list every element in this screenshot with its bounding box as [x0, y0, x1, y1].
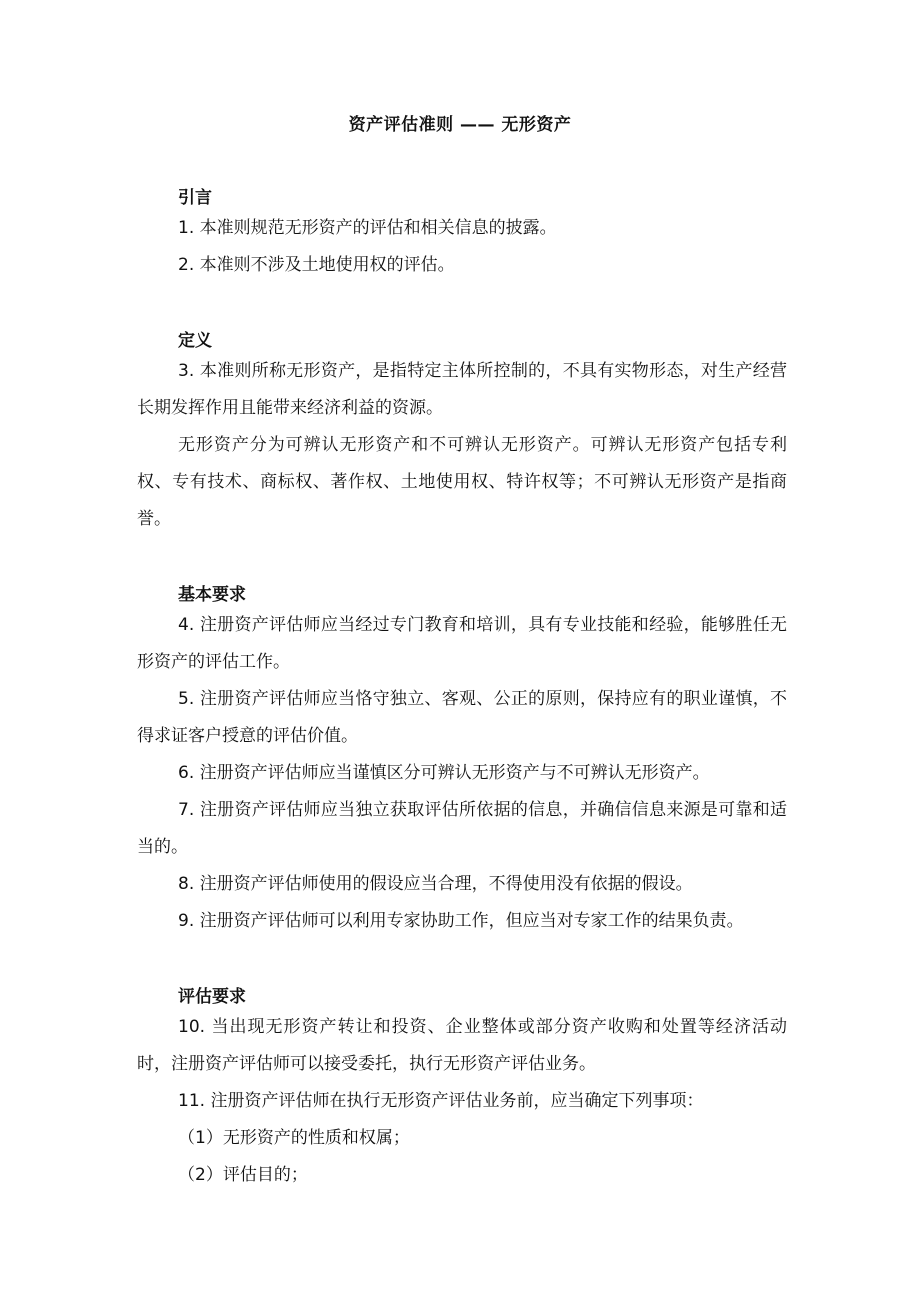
paragraph-5: 5. 注册资产评估师应当恪守独立、客观、公正的原则，保持应有的职业谨慎，不得求证客户授意的评估价值。: [137, 689, 787, 746]
paragraph-6: 6. 注册资产评估师应当谨慎区分可辨认无形资产与不可辨认无形资产。: [178, 763, 710, 783]
section-heading-intro: 引言: [178, 188, 212, 208]
section-heading-evaluation-requirements: 评估要求: [178, 987, 246, 1007]
paragraph-9: 9. 注册资产评估师可以利用专家协助工作，但应当对专家工作的结果负责。: [178, 911, 744, 931]
paragraph-4: 4. 注册资产评估师应当经过专门教育和培训，具有专业技能和经验，能够胜任无形资产的评估工作。: [137, 615, 787, 672]
paragraph-2: 2. 本准则不涉及土地使用权的评估。: [178, 255, 455, 275]
paragraph-11: 11. 注册资产评估师在执行无形资产评估业务前，应当确定下列事项：: [178, 1091, 704, 1111]
paragraph-7: 7. 注册资产评估师应当独立获取评估所依据的信息，并确信信息来源是可靠和适当的。: [137, 800, 787, 857]
section-heading-basic-requirements: 基本要求: [178, 585, 246, 605]
section-heading-definition: 定义: [178, 331, 212, 351]
paragraph-10: 10. 当出现无形资产转让和投资、企业整体或部分资产收购和处置等经济活动时，注册资产评估师可以接受委托，执行无形资产评估业务。: [137, 1017, 787, 1074]
document-title: 资产评估准则 —— 无形资产: [348, 115, 572, 135]
paragraph-3: 3. 本准则所称无形资产，是指特定主体所控制的，不具有实物形态，对生产经营长期发挥作用且能带来经济利益的资源。: [137, 361, 787, 418]
list-item-1: （1）无形资产的性质和权属；: [178, 1128, 410, 1148]
paragraph-1: 1. 本准则规范无形资产的评估和相关信息的披露。: [178, 218, 557, 238]
list-item-2: （2）评估目的；: [178, 1165, 308, 1185]
paragraph-8: 8. 注册资产评估师使用的假设应当合理，不得使用没有依据的假设。: [178, 874, 693, 894]
paragraph-3-continued: 无形资产分为可辨认无形资产和不可辨认无形资产。可辨认无形资产包括专利权、专有技术、商标权、著作权、土地使用权、特许权等；不可辨认无形资产是指商誉。: [137, 435, 787, 529]
